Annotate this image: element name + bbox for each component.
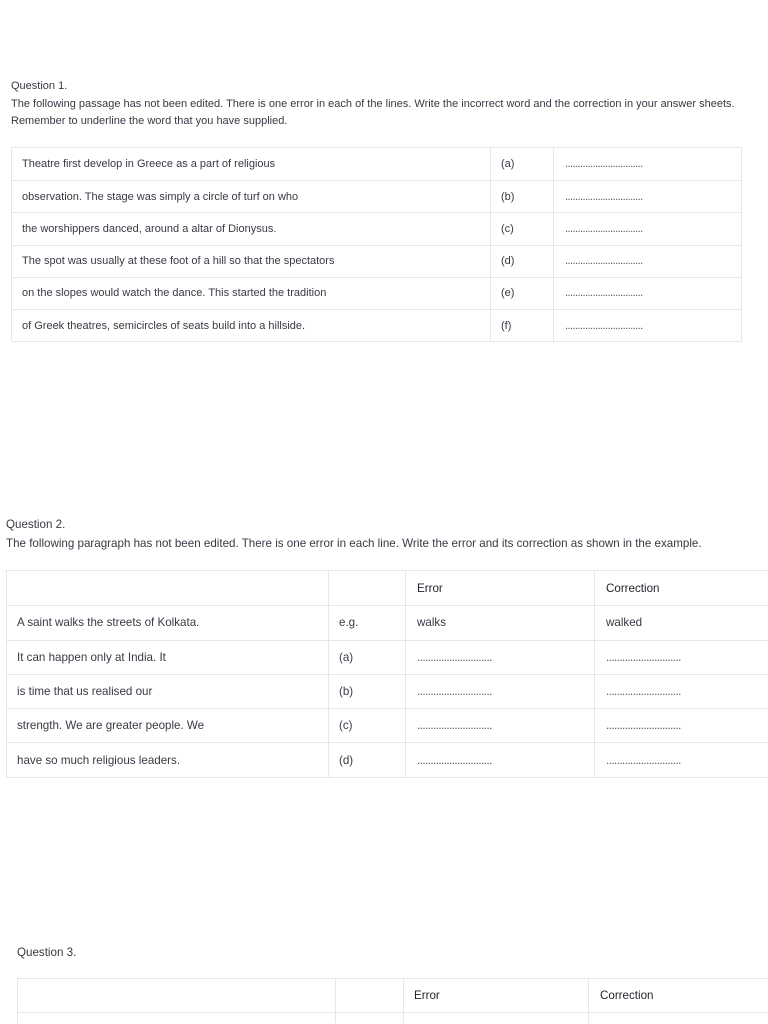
- correction-blank: ............................: [594, 709, 768, 742]
- line-label: (f): [490, 310, 553, 341]
- passage-line: The spot was usually at these foot of a hill so that the spectators: [22, 255, 335, 268]
- line-label: (e): [490, 278, 553, 309]
- table-header-row: [18, 979, 768, 1012]
- table-cell: [18, 1013, 335, 1023]
- table-header-row: [7, 571, 768, 605]
- answer-blank: ...............................: [553, 310, 741, 341]
- question-2-table: [6, 570, 768, 778]
- paragraph-line: is time that us realised our: [17, 685, 153, 699]
- correction-cell: walked: [594, 606, 768, 639]
- paragraph-line: have so much religious leaders.: [17, 753, 181, 767]
- correction-blank: ............................: [594, 641, 768, 674]
- table-row: [12, 309, 741, 341]
- answer-blank: ...............................: [553, 278, 741, 309]
- question-1-table: [11, 147, 742, 342]
- error-blank: ............................: [405, 641, 594, 674]
- header-correction: Correction: [588, 979, 768, 1012]
- passage-line: of Greek theatres, semicircles of seats build into a hillside.: [22, 319, 306, 332]
- header-cell-label: [328, 571, 405, 605]
- question-3-table: [17, 978, 768, 1023]
- line-label: e.g.: [328, 606, 405, 639]
- line-label: (a): [328, 641, 405, 674]
- paragraph-line: A saint walks the streets of Kolkata.: [17, 616, 200, 630]
- answer-blank: ...............................: [553, 148, 741, 180]
- line-label: (d): [490, 246, 553, 277]
- correction-blank: ............................: [594, 743, 768, 776]
- answer-blank: ...............................: [553, 181, 741, 212]
- question-2-title: Question 2.: [6, 517, 66, 531]
- line-label: (c): [328, 709, 405, 742]
- table-row: [7, 674, 768, 708]
- error-blank: ............................: [405, 743, 594, 776]
- table-row: [12, 148, 741, 180]
- question-1-title: Question 1.: [11, 80, 68, 92]
- table-row: [7, 640, 768, 674]
- error-blank: ............................: [405, 709, 594, 742]
- table-row: [12, 245, 741, 277]
- table-cell: [588, 1013, 768, 1023]
- passage-line: the worshippers danced, around a altar of Dionysus.: [22, 222, 277, 235]
- error-blank: ............................: [405, 675, 594, 708]
- correction-blank: ............................: [594, 675, 768, 708]
- table-row: [12, 277, 741, 309]
- line-label: (b): [328, 675, 405, 708]
- header-cell-label: [335, 979, 403, 1012]
- question-1-instructions: The following passage has not been edited. There is one error in each of the lines. Write the incorrect word and the correction in your answer sheets. Remember to underline the word that you have supplied.: [11, 97, 735, 127]
- line-label: (d): [328, 743, 405, 776]
- header-error: Error: [405, 571, 594, 605]
- question-3-title: Question 3.: [17, 945, 77, 959]
- error-cell: walks: [405, 606, 594, 639]
- answer-blank: ...............................: [553, 213, 741, 244]
- header-cell-line: [18, 979, 335, 1012]
- header-correction: Correction: [594, 571, 768, 605]
- header-error: Error: [403, 979, 588, 1012]
- line-label: (c): [490, 213, 553, 244]
- answer-blank: ...............................: [553, 246, 741, 277]
- table-row: [7, 742, 768, 776]
- table-row: [12, 212, 741, 244]
- table-row: [7, 708, 768, 742]
- line-label: (b): [490, 181, 553, 212]
- passage-line: Theatre first develop in Greece as a part of religious: [22, 158, 276, 171]
- passage-line: observation. The stage was simply a circle of turf on who: [22, 190, 299, 203]
- paragraph-line: It can happen only at India. It: [17, 650, 166, 664]
- line-label: (a): [490, 148, 553, 180]
- table-row: [18, 1012, 768, 1023]
- paragraph-line: strength. We are greater people. We: [17, 719, 205, 733]
- table-row: [7, 605, 768, 639]
- table-row: [12, 180, 741, 212]
- table-cell: [403, 1013, 588, 1023]
- header-cell-line: [7, 571, 328, 605]
- passage-line: on the slopes would watch the dance. This started the tradition: [22, 287, 327, 300]
- table-cell: [335, 1013, 403, 1023]
- question-2-instructions: The following paragraph has not been edited. There is one error in each line. Write the error and its correction as shown in the example.: [6, 536, 702, 550]
